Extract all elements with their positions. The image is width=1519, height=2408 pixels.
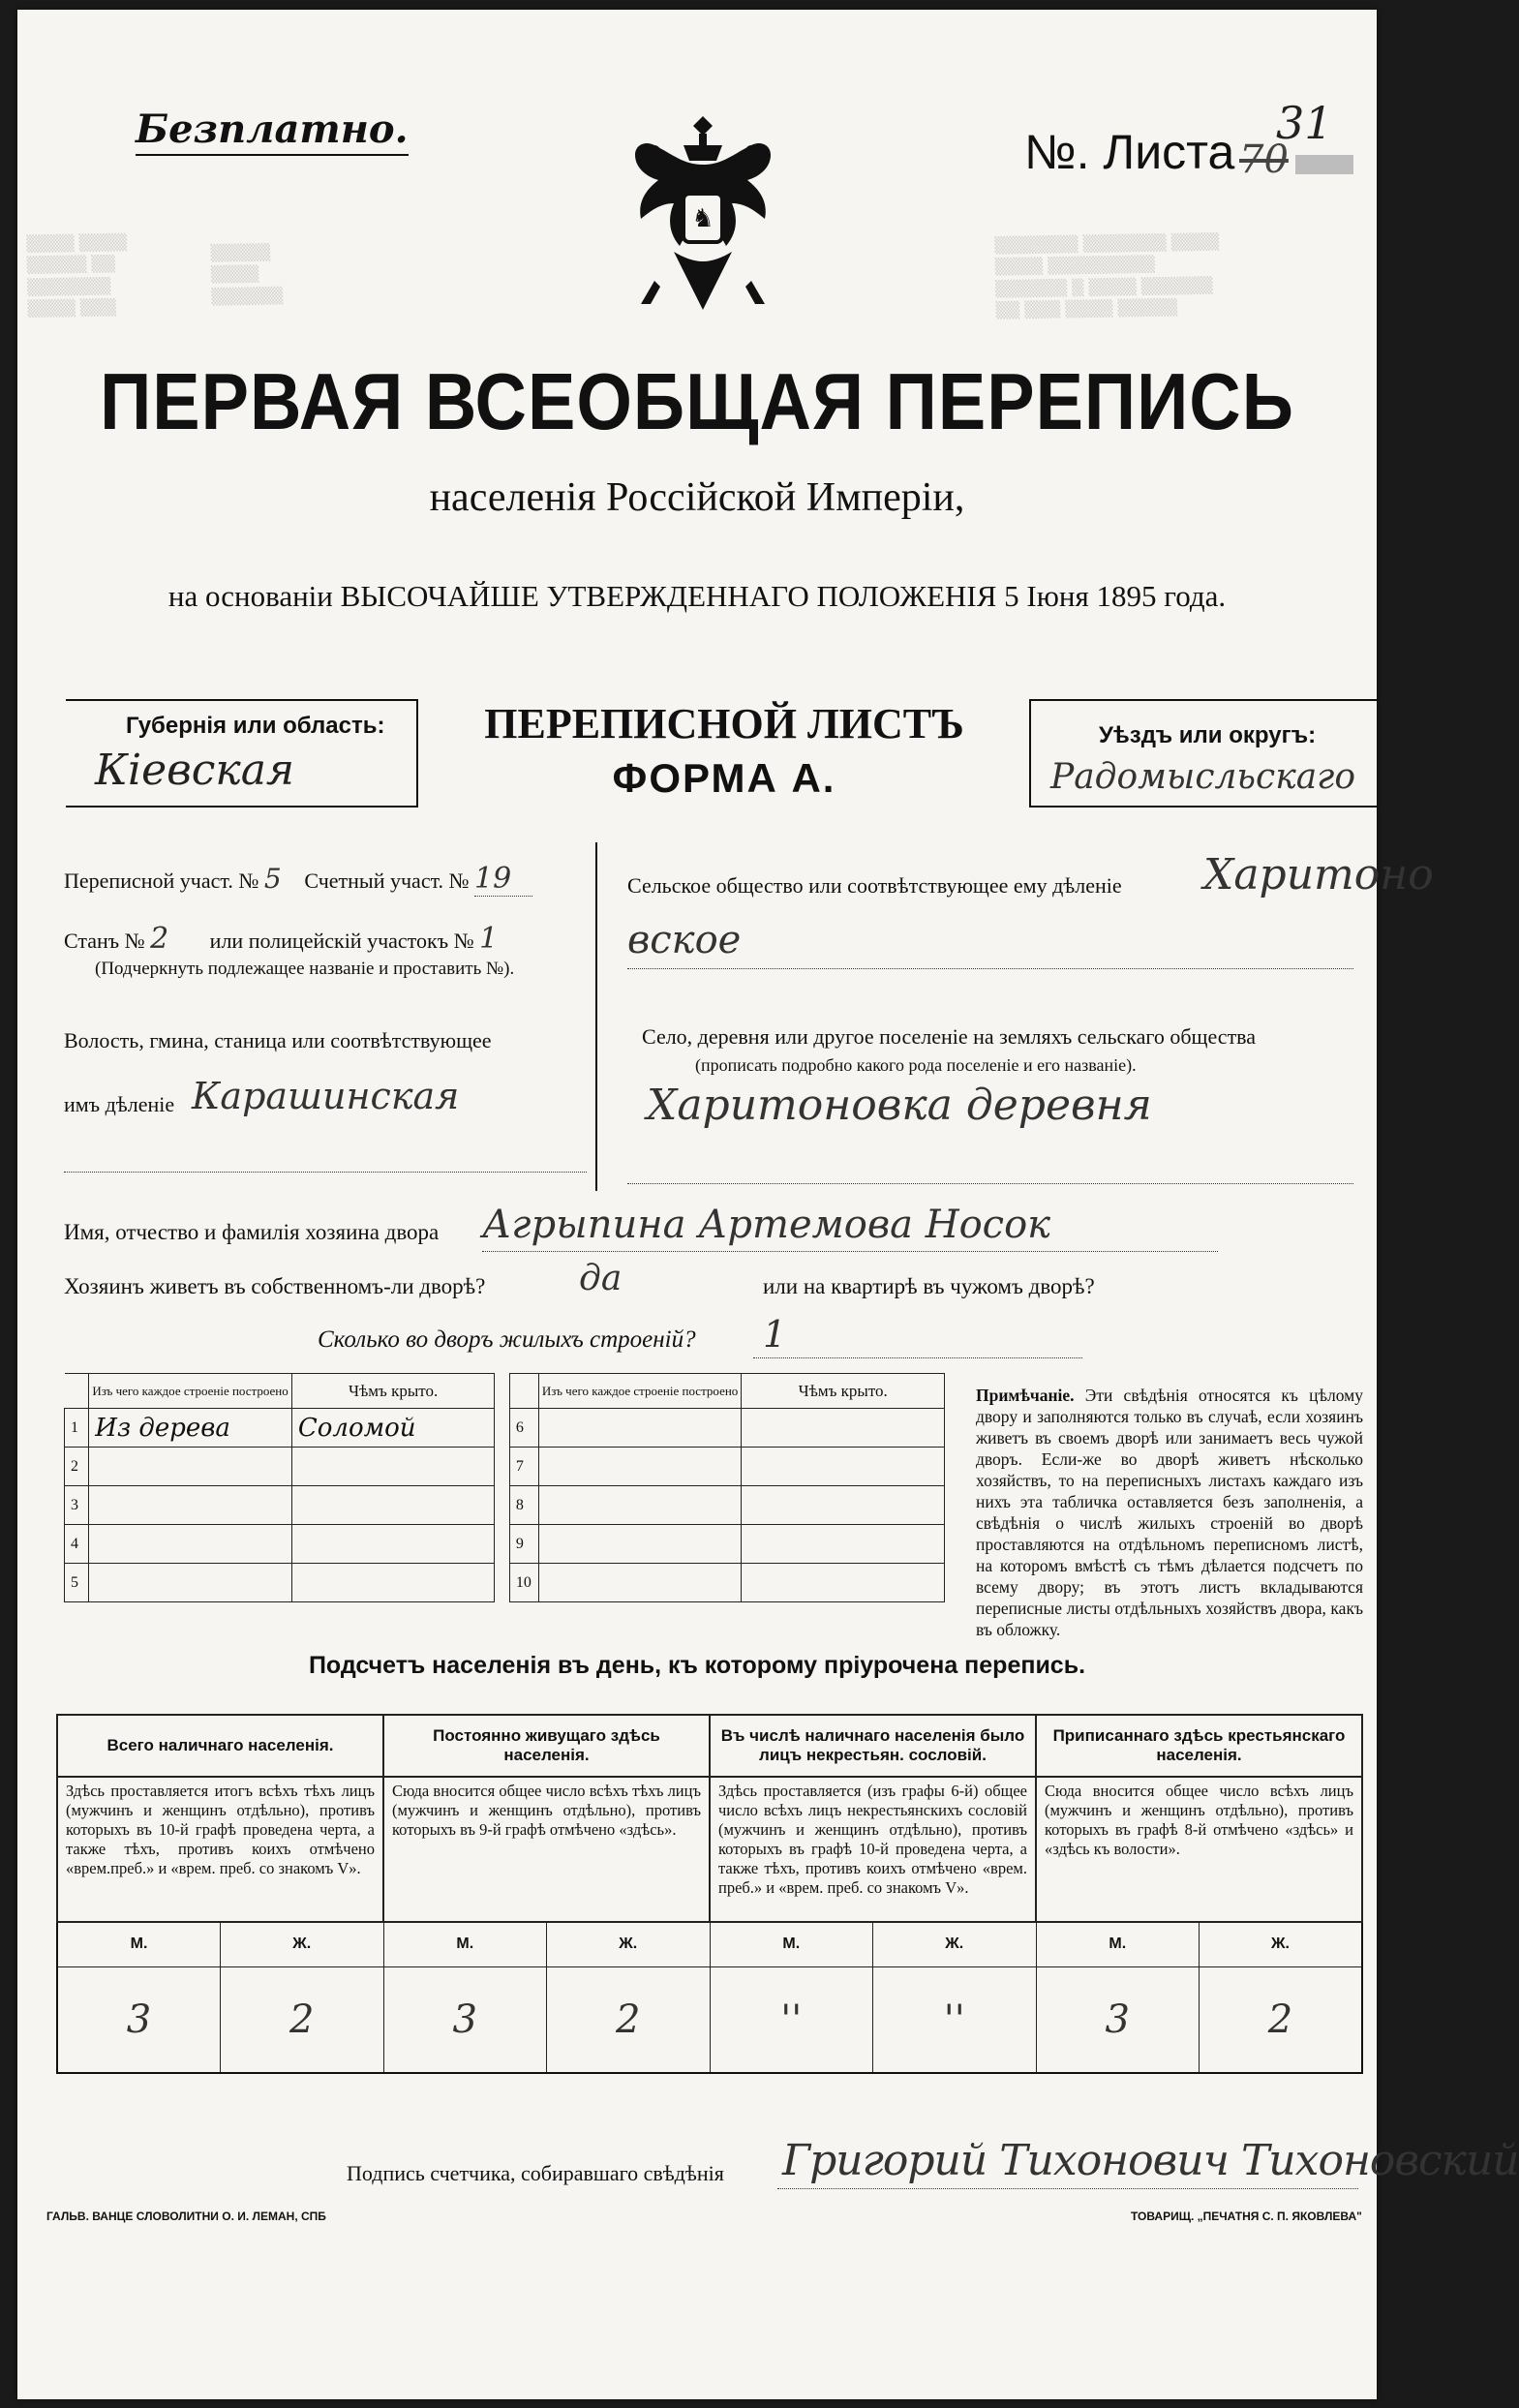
roof-cell: [291, 1486, 495, 1525]
own-yard-label: Хозяинъ живетъ въ собственномъ-ли дворѣ?: [64, 1274, 486, 1298]
female-header: Ж.: [221, 1922, 384, 1966]
roof-cell: Соломой: [291, 1409, 495, 1448]
bleed-through-text: ▒▒▒▒▒ ▒▒▒▒ ▒▒▒▒▒▒: [210, 242, 284, 306]
row-number: 10: [509, 1564, 538, 1602]
volost-label-1: Волость, гмина, станица или соотвѣтствующее: [64, 1028, 492, 1052]
buildings-label: Сколько во дворъ жилыхъ строеній?: [318, 1326, 696, 1353]
census-district-label: Переписной участ. №: [64, 869, 259, 893]
stan-value: 2: [150, 922, 169, 956]
male-header: М.: [57, 1922, 221, 1966]
owner-row: [64, 1220, 439, 1245]
village-value: Харитоновка деревня: [647, 1081, 1152, 1130]
roof-cell: [742, 1486, 945, 1525]
male-count: '': [710, 1966, 873, 2073]
male-header: М.: [1036, 1922, 1200, 1966]
col-roof: Чѣмъ крыто.: [291, 1374, 495, 1409]
buildings-table-row: [65, 1525, 945, 1564]
material-cell: [538, 1564, 742, 1602]
female-header: Ж.: [873, 1922, 1037, 1966]
society-line: [627, 968, 1353, 969]
own-yard-value: да: [579, 1259, 623, 1298]
main-title: ПЕРВАЯ ВСЕОБЩАЯ ПЕРЕПИСЬ: [100, 356, 1294, 446]
gubernia-label: Губернія или область:: [126, 713, 385, 739]
material-cell: [538, 1525, 742, 1564]
subtitle: населенія Россійской Имперіи,: [429, 475, 965, 520]
decree-line: на основаніи ВЫСОЧАЙШЕ УТВЕРЖДЕННАГО ПОЛОЖЕНІЯ 5 Іюня 1895 года.: [167, 579, 1227, 613]
free-label: [136, 107, 409, 152]
male-count: 3: [1036, 1966, 1200, 2073]
sheet-number: [1024, 124, 1234, 180]
spacer: [495, 1448, 509, 1486]
material-cell: [89, 1564, 292, 1602]
count-district-value: 19: [474, 862, 532, 897]
buildings-table-row: [65, 1448, 945, 1486]
material-cell: [538, 1409, 742, 1448]
row-number: 5: [65, 1564, 89, 1602]
note-title: Примѣчаніе.: [976, 1386, 1075, 1405]
count-col-title: Въ числѣ наличнаго населенія было лицъ некрестьян. сословій.: [710, 1715, 1036, 1777]
owner-line: [482, 1251, 1218, 1252]
village-line: [627, 1183, 1353, 1184]
buildings-table: [64, 1373, 945, 1602]
male-count: 3: [383, 1966, 547, 2073]
uezd-box: [1029, 699, 1380, 808]
gubernia-box: [66, 699, 416, 804]
sheet-number-label: №. Листа: [1024, 125, 1235, 179]
spacer: [495, 1409, 509, 1448]
female-count: 2: [1200, 1966, 1363, 2073]
buildings-table-row: [65, 1486, 945, 1525]
material-cell: [538, 1486, 742, 1525]
female-header: Ж.: [547, 1922, 711, 1966]
signature-value: Григорий Тихонович Тихоновский: [782, 2136, 1519, 2185]
tape-mark: [1295, 155, 1353, 174]
double-headed-eagle-emblem: [616, 107, 790, 329]
volost-value: Карашинская: [192, 1075, 460, 1117]
district-row: [64, 862, 532, 897]
count-col-title: Всего наличнаго населенія.: [57, 1715, 383, 1777]
male-header: М.: [710, 1922, 873, 1966]
col-roof-right: Чѣмъ крыто.: [742, 1374, 945, 1409]
material-cell: [89, 1486, 292, 1525]
population-count-table: [56, 1714, 1363, 2074]
count-col-description: Сюда вносится общее число всѣхъ тѣхъ лицъ (мужчинъ и женщинъ отдѣльно), противъ которыхъ въ 9-й графѣ отмѣчено «здѣсь».: [383, 1777, 710, 1922]
bleed-through-text: ▒▒▒▒ ▒▒▒▒ ▒▒▒▒▒ ▒▒ ▒▒▒▒▒▒▒ ▒▒▒▒ ▒▒▒: [26, 232, 128, 319]
spacer: [495, 1564, 509, 1602]
col-material: Изъ чего каждое строеніе построено: [89, 1374, 292, 1409]
roof-cell: [291, 1525, 495, 1564]
signature-line: [777, 2188, 1358, 2189]
owner-label: Имя, отчество и фамилія хозяина двора: [64, 1220, 440, 1244]
uezd-label: Уѣздъ или округъ:: [1099, 722, 1317, 748]
society-value-1: Харитоно: [1203, 850, 1434, 899]
footer-left: ГАЛЬВ. ВАНЦЕ СЛОВОЛИТНИ О. И. ЛЕМАН, СПБ: [46, 2210, 326, 2223]
female-count: 2: [547, 1966, 711, 2073]
note-text: Эти свѣдѣнія относятся къ цѣлому двору и заполняются только въ случаѣ, если хозяинъ живетъ въ своемъ дворѣ или занимаетъ весь чужой дворъ. Если-же во дворѣ живетъ нѣсколько хозяйствъ, то на переписныхъ листахъ каждаго изъ нихъ эта табличка оставляется безъ заполненія, а свѣдѣнія о числѣ жилыхъ строеній во дворѣ проставляются на отдѣльномъ переписномъ листѣ, на которомъ вмѣстѣ съ тѣмъ дѣлается подсчетъ по всему двору; въ этотъ листъ вкладываются переписные листы отдѣльныхъ хозяйствъ двора, какъ въ обложку.: [976, 1386, 1364, 1639]
volost-label-2: имъ дѣленіе: [64, 1092, 175, 1116]
row-number: 8: [509, 1486, 538, 1525]
volost-line: [64, 1172, 587, 1173]
material-cell: [89, 1448, 292, 1486]
count-col-description: Здѣсь проставляется (изъ графы 6-й) общее число всѣхъ лицъ некрестьянскихъ сословій (мужчинъ и женщинъ отдѣльно), противъ которыхъ въ графѣ 10-й проведена черта, а также тѣхъ, противъ коихъ отмѣчено «врем. преб.» и «врем. преб. со знакомъ V».: [710, 1777, 1036, 1922]
uezd-value: Радомысльскаго: [1050, 757, 1356, 797]
form-title: ПЕРЕПИСНОЙ ЛИСТЪ: [484, 700, 964, 747]
row-number: 7: [509, 1448, 538, 1486]
column-divider: [595, 842, 597, 1191]
rent-label: или на квартирѣ въ чужомъ дворѣ?: [763, 1274, 1095, 1298]
census-district-value: 5: [263, 863, 282, 895]
village-note: (прописать подробно какого рода поселеніе и его названіе).: [695, 1055, 1137, 1075]
village-label: Село, деревня или другое поселеніе на земляхъ сельскаго общества: [642, 1024, 1257, 1049]
census-sheet: [17, 10, 1519, 2399]
buildings-value: 1: [763, 1313, 787, 1356]
material-cell: Из дерева: [89, 1409, 292, 1448]
form-subtitle: ФОРМА А.: [612, 755, 836, 801]
row-number: 1: [65, 1409, 89, 1448]
female-count: '': [873, 1966, 1037, 2073]
count-col-title: Постоянно живущаго здѣсь населенія.: [383, 1715, 710, 1777]
count-col-description: Здѣсь проставляется итогъ всѣхъ тѣхъ лицъ (мужчинъ и женщинъ отдѣльно), противъ которыхъ въ 10-й графѣ проведена черта, а также тѣхъ, противъ коихъ отмѣчено «врем.преб.» и «врем. преб. со знакомъ V».: [57, 1777, 383, 1922]
count-district-label: Счетный участ. №: [304, 869, 470, 893]
row-number: 2: [65, 1448, 89, 1486]
row-number: 9: [509, 1525, 538, 1564]
stan-row: [64, 922, 518, 956]
roof-cell: [742, 1409, 945, 1448]
roof-cell: [291, 1564, 495, 1602]
col-material-right: Изъ чего каждое строеніе построено: [538, 1374, 742, 1409]
row-number: 4: [65, 1525, 89, 1564]
society-value-2: вское: [627, 918, 742, 962]
spacer: [495, 1486, 509, 1525]
buildings-line: [753, 1357, 1082, 1358]
signature-label: Подпись счетчика, собиравшаго свѣдѣнія: [347, 2161, 724, 2185]
roof-cell: [291, 1448, 495, 1486]
police-value: 1: [479, 922, 499, 956]
material-cell: [538, 1448, 742, 1486]
owner-value: Агрыпина Артемова Носок: [482, 1203, 1051, 1247]
buildings-table-row: [65, 1564, 945, 1602]
roof-cell: [742, 1525, 945, 1564]
svg-text:♞: ♞: [691, 204, 714, 233]
stan-label: Станъ №: [64, 929, 145, 953]
male-header: М.: [383, 1922, 547, 1966]
sheet-number-value: 31: [1276, 97, 1333, 149]
roof-cell: [742, 1448, 945, 1486]
count-col-description: Сюда вносится общее число всѣхъ лицъ (мужчинъ и женщинъ отдѣльно), противъ которыхъ въ графѣ 8-й отмѣчено «здѣсь» и «здѣсь къ волости».: [1036, 1777, 1362, 1922]
count-col-title: Приписаннаго здѣсь крестьянскаго населенія.: [1036, 1715, 1362, 1777]
female-count: 2: [221, 1966, 384, 2073]
male-count: 3: [57, 1966, 221, 2073]
bleed-through-text: ▒▒▒▒▒▒▒ ▒▒▒▒▒▒▒ ▒▒▒▒ ▒▒▒▒ ▒▒▒▒▒▒▒▒▒ ▒▒▒▒▒▒ ▒ ▒▒▒▒ ▒▒▒▒▒▒ ▒▒ ▒▒▒ ▒▒▒▒ ▒▒▒▒▒: [994, 231, 1220, 320]
female-header: Ж.: [1200, 1922, 1363, 1966]
gubernia-value: Кіевская: [95, 746, 295, 795]
row-number: 3: [65, 1486, 89, 1525]
society-label: Сельское общество или соотвѣтствующее ему дѣленіе: [627, 873, 1122, 898]
spacer: [495, 1525, 509, 1564]
roof-cell: [742, 1564, 945, 1602]
free-label-text: Безплатно.: [136, 107, 409, 156]
count-heading: Подсчетъ населенія въ день, къ которому пріурочена перепись.: [308, 1652, 1086, 1679]
row-number: 6: [509, 1409, 538, 1448]
buildings-table-row: [65, 1409, 945, 1448]
footer-right: ТОВАРИЩ. „ПЕЧАТНЯ С. П. ЯКОВЛЕВА": [1131, 2210, 1362, 2223]
note-block: [976, 1385, 1363, 1640]
sheet-number-struck: 70: [1239, 137, 1289, 182]
material-cell: [89, 1525, 292, 1564]
underline-note: (Подчеркнуть подлежащее названіе и проставить №).: [95, 959, 515, 979]
police-label: или полицейскій участокъ №: [209, 929, 474, 953]
